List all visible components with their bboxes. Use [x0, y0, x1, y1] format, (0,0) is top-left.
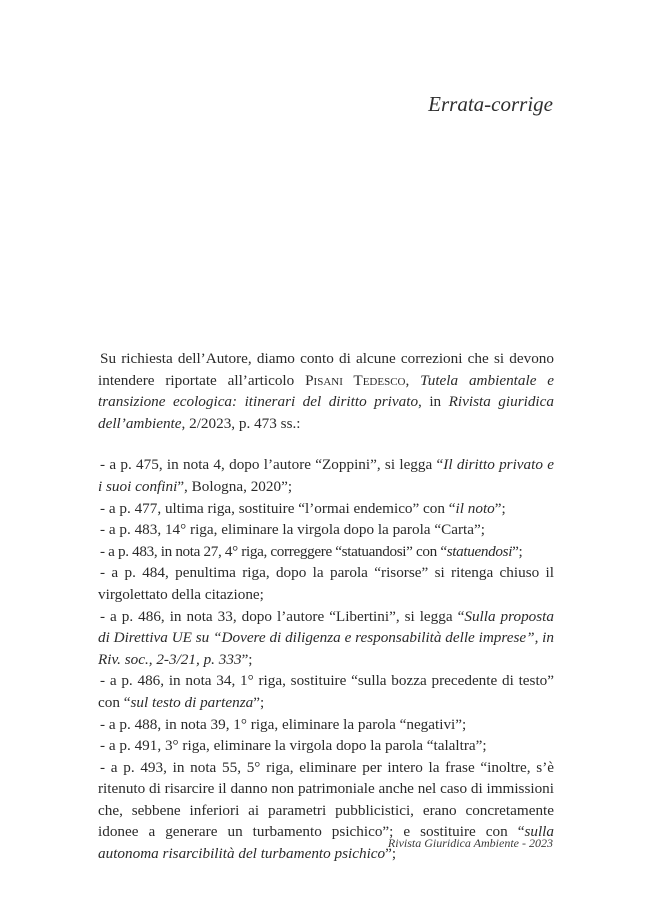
correction-italic: sul testo di partenza: [130, 693, 254, 711]
correction-italic: sulla autonoma risarcibilità del turbamento psichico: [98, 823, 554, 863]
correction-italic: Sulla proposta di Direttiva UE su “Dovere di diligenza e responsabilità delle imprese”, in Riv. soc., 2-3/21, p. 333: [98, 607, 554, 668]
correction-text: - a p. 493, in nota 55, 5° riga, eliminare per intero la frase “inoltre, s’è ritenuto di risarcire il danno non patrimoniale anche nel caso di immissioni che, sebbene inferiori ai parametri pubblicistici, erano concretamente idonee a generare un turbamento psichico”; e sostituire con “: [98, 758, 554, 841]
intro-text-b: ,: [405, 371, 421, 389]
intro-text-c: , in: [418, 393, 449, 411]
journal-name: Rivista giuridica dell’ambiente: [98, 393, 554, 432]
correction-text: - a p. 486, in nota 33, dopo l’autore “Libertini”, si legga “: [100, 607, 465, 625]
correction-item: [98, 562, 554, 605]
correction-italic: il noto: [455, 499, 495, 517]
correction-item: [98, 670, 554, 713]
correction-text-end: ”;: [241, 650, 253, 668]
correction-text-end: ”;: [385, 845, 397, 863]
correction-item: [98, 606, 554, 671]
errata-body: [98, 348, 554, 865]
intro-text-a: Su richiesta dell’Autore, diamo conto di alcune correzioni che si devono intendere riportate all’articolo: [98, 350, 554, 389]
article-title: Tutela ambientale e transizione ecologica: itinerari del diritto privato: [98, 371, 555, 411]
intro-paragraph: [98, 348, 554, 434]
correction-text-end: ”;: [512, 542, 523, 560]
correction-item: [98, 714, 554, 736]
correction-italic: Il diritto privato e i suoi confini: [98, 456, 554, 495]
correction-text: - a p. 488, in nota 39, 1° riga, eliminare la parola “negativi”;: [100, 715, 467, 733]
running-footer: Rivista Giuridica Ambiente - 2023: [387, 836, 553, 850]
correction-text: - a p. 486, in nota 34, 1° riga, sostituire “sulla bozza precedente di testo” con “: [98, 672, 554, 711]
correction-item: [98, 735, 554, 757]
author-name: Pisani Tedesco: [305, 371, 406, 389]
correction-text: - a p. 483, in nota 27, 4° riga, correggere “statuandosi” con “: [100, 542, 447, 560]
correction-item: [98, 498, 554, 520]
correction-text-end: ”;: [253, 693, 265, 711]
correction-item: [98, 541, 554, 563]
correction-italic: statuendosi: [446, 542, 513, 560]
intro-text-d: , 2/2023, p. 473 ss.:: [181, 414, 301, 432]
correction-text: - a p. 484, penultima riga, dopo la parola “risorse” si ritenga chiuso il virgolettato della citazione;: [98, 564, 554, 603]
correction-text-end: ”;: [494, 499, 506, 517]
correction-text: - a p. 475, in nota 4, dopo l’autore “Zoppini”, si legga “: [100, 456, 444, 474]
correction-item: [98, 454, 554, 497]
correction-text-end: ”, Bologna, 2020”;: [177, 477, 293, 495]
correction-text: - a p. 477, ultima riga, sostituire “l’ormai endemico” con “: [100, 499, 456, 517]
correction-text: - a p. 483, 14° riga, eliminare la virgola dopo la parola “Carta”;: [100, 521, 485, 539]
page-title: Errata-corrige: [428, 92, 553, 116]
correction-text: - a p. 491, 3° riga, eliminare la virgola dopo la parola “talaltra”;: [100, 737, 487, 755]
correction-item: [98, 519, 554, 541]
